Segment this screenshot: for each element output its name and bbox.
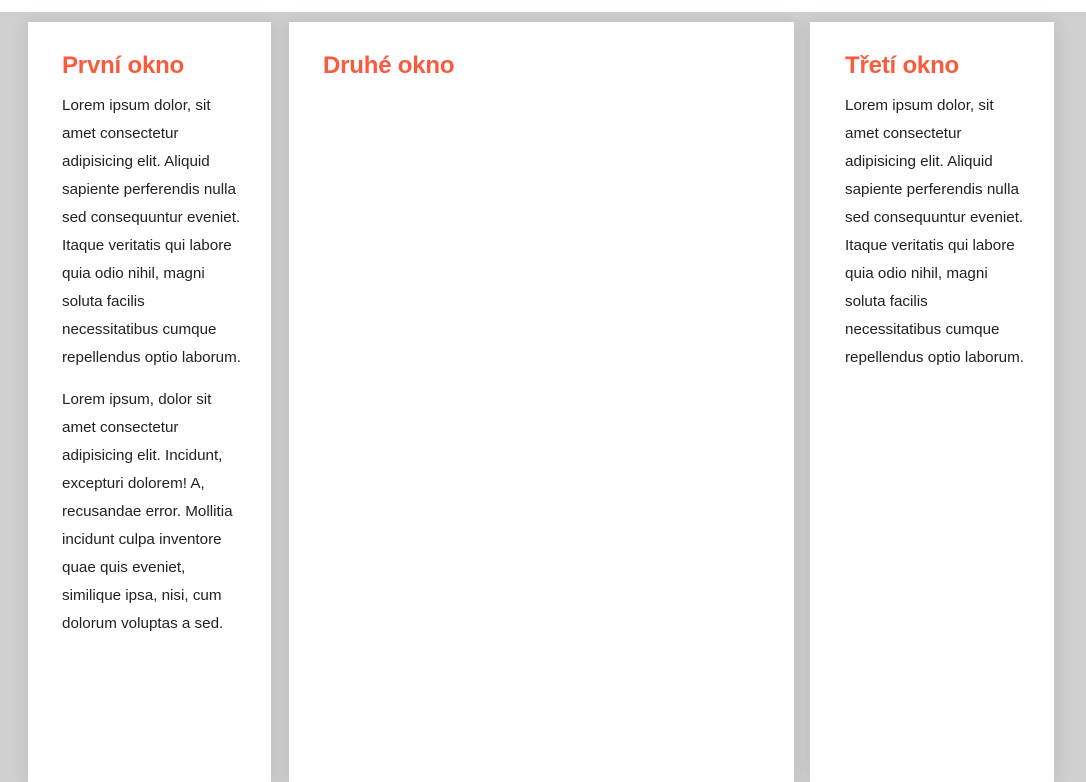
window-panel-second [289, 22, 794, 782]
window-panel-third [810, 22, 1054, 782]
window-paragraph: Lorem ipsum dolor, sit amet consectetur adipisicing elit. Aliquid sapiente perferendis nulla sed consequuntur eveniet. Itaque veritatis qui labore quia odio nihil, magni soluta facilis necessitatibus cumque repellendus optio laborum. [62, 97, 241, 366]
window-title: Třetí okno [845, 52, 960, 79]
window-title: Druhé okno [323, 52, 455, 79]
window-title: První okno [62, 52, 185, 79]
page-wrapper [8, 12, 1086, 775]
window-paragraph: Lorem ipsum dolor, sit amet consectetur adipisicing elit. Aliquid sapiente perferendis nulla sed consequuntur eveniet. Itaque veritatis qui labore quia odio nihil, magni soluta facilis necessitatibus cumque repellendus optio laborum. [845, 97, 1024, 366]
window-paragraph: Lorem ipsum, dolor sit amet consectetur adipisicing elit. Incidunt, excepturi dolorem! A, recusandae error. Mollitia incidunt culpa inventore quae quis eveniet, similique ipsa, nisi, cum dolorum voluptas a sed. [62, 391, 233, 632]
window-panel-first [28, 22, 271, 782]
top-strip [0, 0, 1086, 12]
